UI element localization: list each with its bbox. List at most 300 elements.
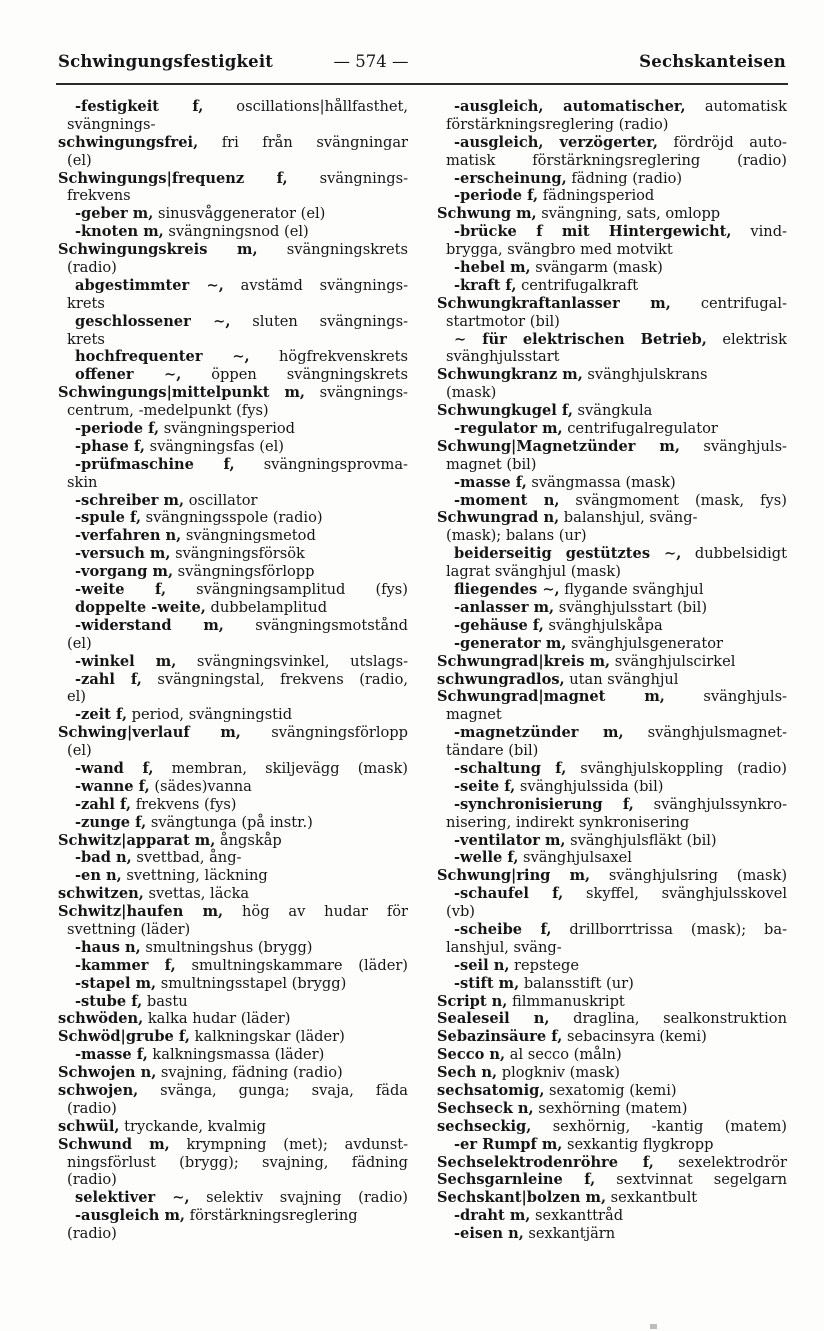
headword-text: -masse f, bbox=[454, 473, 527, 491]
translation-text: repstege bbox=[509, 956, 579, 974]
headword-text: Schwungkugel f, bbox=[437, 402, 573, 420]
dictionary-line bbox=[437, 545, 787, 563]
headword-text: schwül, bbox=[58, 1117, 120, 1135]
header-keyword-left: Schwingungsfestigkeit bbox=[58, 52, 274, 71]
translation-text: fördröjd auto- bbox=[657, 133, 787, 151]
translation-text: fri från svängningar bbox=[198, 133, 408, 151]
dictionary-line bbox=[58, 581, 408, 599]
translation-text: svängningsmetod bbox=[181, 527, 316, 545]
running-header bbox=[0, 0, 824, 76]
translation-text: sexatomig (kemi) bbox=[544, 1081, 677, 1099]
headword-text: -regulator m, bbox=[454, 420, 563, 438]
headword-text: -welle f, bbox=[454, 849, 519, 867]
headword-text: Schwungrad|kreis m, bbox=[437, 652, 611, 670]
translation-text: frekvens bbox=[67, 187, 131, 205]
translation-text: svängningsförlopp bbox=[240, 724, 408, 742]
translation-text: tryckande, kvalmig bbox=[119, 1117, 266, 1135]
dictionary-line bbox=[58, 1225, 408, 1243]
translation-text: krets bbox=[67, 330, 105, 348]
translation-text: ningsförlust (brygg); svajning, fädning bbox=[67, 1153, 408, 1171]
headword-text: -magnetzünder m, bbox=[454, 724, 624, 742]
dictionary-line bbox=[58, 205, 408, 223]
dictionary-line bbox=[58, 778, 408, 796]
headword-text: -moment n, bbox=[454, 491, 560, 509]
headword-text: Script n, bbox=[437, 992, 508, 1010]
dictionary-line bbox=[437, 241, 787, 259]
headword-text: selektiver ∼, bbox=[75, 1189, 190, 1207]
dictionary-line bbox=[437, 402, 787, 420]
dictionary-line bbox=[437, 116, 787, 134]
dictionary-line bbox=[437, 867, 787, 885]
dictionary-line bbox=[58, 98, 408, 116]
dictionary-line bbox=[437, 1064, 787, 1082]
headword-text: schwungradlos, bbox=[437, 670, 565, 688]
translation-text: ångskåp bbox=[215, 831, 282, 849]
dictionary-line bbox=[437, 152, 787, 170]
dictionary-line bbox=[58, 1171, 408, 1189]
headword-text: -widerstand m, bbox=[75, 616, 224, 634]
dictionary-line bbox=[437, 277, 787, 295]
dictionary-line bbox=[58, 563, 408, 581]
translation-text: svängningsspole (radio) bbox=[141, 509, 323, 527]
translation-text: sexkantjärn bbox=[523, 1225, 616, 1243]
translation-text: svänghjulsfläkt (bil) bbox=[565, 831, 717, 849]
dictionary-line bbox=[437, 98, 787, 116]
dictionary-line bbox=[58, 921, 408, 939]
translation-text: svängnings- bbox=[287, 169, 408, 187]
dictionary-line bbox=[437, 331, 787, 349]
headword-text: -masse f, bbox=[75, 1046, 148, 1064]
headword-text: -er Rumpf m, bbox=[454, 1135, 563, 1153]
headword-text: -zeit f, bbox=[75, 706, 128, 724]
headword-text: -kammer f, bbox=[75, 956, 176, 974]
headword-text: -versuch m, bbox=[75, 545, 171, 563]
dictionary-line bbox=[437, 1082, 787, 1100]
dictionary-line bbox=[58, 599, 408, 617]
left-column bbox=[58, 98, 408, 1243]
headword-text: -ausgleich, automatischer, bbox=[454, 98, 686, 115]
headword-text: -stift m, bbox=[454, 974, 520, 992]
translation-text: fädning (radio) bbox=[566, 169, 683, 187]
translation-text: lanshjul, sväng- bbox=[446, 938, 562, 956]
translation-text: sexkanttråd bbox=[530, 1207, 624, 1225]
translation-text: svettbad, ång- bbox=[131, 849, 242, 867]
dictionary-line bbox=[437, 1154, 787, 1172]
dictionary-line bbox=[437, 975, 787, 993]
translation-text: skin bbox=[67, 473, 98, 491]
dictionary-line bbox=[437, 688, 787, 706]
dictionary-line bbox=[58, 170, 408, 188]
translation-text: avstämd svängnings- bbox=[223, 276, 408, 294]
dictionary-line bbox=[437, 223, 787, 241]
dictionary-line bbox=[437, 438, 787, 456]
dictionary-line bbox=[58, 1154, 408, 1172]
dictionary-line bbox=[437, 313, 787, 331]
dictionary-line bbox=[437, 760, 787, 778]
translation-text: membran, skiljevägg (mask) bbox=[153, 759, 408, 777]
dictionary-line bbox=[437, 671, 787, 689]
headword-text: Schwung m, bbox=[437, 205, 537, 223]
translation-text: magnet (bil) bbox=[446, 455, 537, 473]
dictionary-line bbox=[58, 814, 408, 832]
dictionary-line bbox=[58, 187, 408, 205]
translation-text: period, svängningstid bbox=[127, 706, 293, 724]
translation-text: svängarm (mask) bbox=[530, 259, 663, 277]
dictionary-line bbox=[437, 1028, 787, 1046]
dictionary-line bbox=[58, 402, 408, 420]
translation-text: frekvens (fys) bbox=[131, 795, 237, 813]
translation-text: svänghjulscirkel bbox=[610, 652, 736, 670]
translation-text: svajning, fädning (radio) bbox=[156, 1064, 343, 1082]
headword-text: ∼ für elektrischen Betrieb, bbox=[454, 330, 707, 348]
translation-text: kalka hudar (läder) bbox=[143, 1010, 291, 1028]
dictionary-line bbox=[58, 849, 408, 867]
translation-text: svängning, sats, omlopp bbox=[536, 205, 721, 223]
dictionary-line bbox=[58, 1046, 408, 1064]
dictionary-line bbox=[437, 420, 787, 438]
translation-text: svettning, läckning bbox=[121, 867, 268, 885]
headword-text: -stapel m, bbox=[75, 974, 157, 992]
translation-text: svänghjulsstart (bil) bbox=[554, 598, 708, 616]
translation-text: svängmoment (mask, fys) bbox=[559, 491, 787, 509]
translation-text: öppen svängningskrets bbox=[181, 366, 408, 384]
dictionary-line bbox=[437, 635, 787, 653]
translation-text: svänghjulsaxel bbox=[518, 849, 632, 867]
translation-text: centrifugal- bbox=[670, 294, 787, 312]
translation-text: (mask); balans (ur) bbox=[446, 527, 587, 545]
translation-text: svängningsförlopp bbox=[173, 563, 315, 581]
dictionary-line bbox=[58, 223, 408, 241]
translation-text: svängningsamplitud (fys) bbox=[166, 581, 408, 599]
translation-text: centrifugalkraft bbox=[516, 276, 639, 294]
translation-text: svängningsfas (el) bbox=[144, 437, 284, 455]
translation-text: krets bbox=[67, 294, 105, 312]
translation-text: svänghjulssynkro- bbox=[633, 795, 787, 813]
headword-text: Sealeseil n, bbox=[437, 1010, 550, 1028]
translation-text: svängningsprovma- bbox=[234, 455, 408, 473]
dictionary-line bbox=[437, 832, 787, 850]
translation-text: svettas, läcka bbox=[143, 885, 250, 903]
dictionary-line bbox=[437, 885, 787, 903]
headword-text: -haus n, bbox=[75, 938, 141, 956]
dictionary-line bbox=[58, 903, 408, 921]
headword-text: doppelte -weite, bbox=[75, 598, 206, 616]
headword-text: -winkel m, bbox=[75, 652, 177, 670]
translation-text: el) bbox=[67, 688, 86, 706]
headword-text: -schreiber m, bbox=[75, 491, 185, 509]
translation-text: utan svänghjul bbox=[564, 670, 679, 688]
dictionary-line bbox=[437, 1118, 787, 1136]
dictionary-line bbox=[58, 653, 408, 671]
headword-text: schwojen, bbox=[58, 1081, 139, 1099]
translation-text: svängningsnod (el) bbox=[163, 223, 309, 241]
dictionary-line bbox=[58, 241, 408, 259]
dictionary-line bbox=[58, 975, 408, 993]
headword-text: Schwingungskreis m, bbox=[58, 241, 258, 259]
dictionary-line bbox=[58, 1207, 408, 1225]
dictionary-line bbox=[437, 903, 787, 921]
headword-text: -schaltung f, bbox=[454, 759, 567, 777]
dictionary-line bbox=[437, 742, 787, 760]
translation-text: (mask) bbox=[446, 384, 497, 402]
headword-text: Schwojen n, bbox=[58, 1064, 157, 1082]
dictionary-line bbox=[58, 885, 408, 903]
translation-text: centrifugalregulator bbox=[562, 420, 718, 438]
dictionary-line bbox=[58, 1136, 408, 1154]
translation-text: sextvinnat segelgarn bbox=[595, 1171, 787, 1189]
translation-text: sexkantbult bbox=[606, 1189, 698, 1207]
headword-text: -anlasser m, bbox=[454, 598, 555, 616]
dictionary-line bbox=[437, 170, 787, 188]
headword-text: Schwing|verlauf m, bbox=[58, 724, 241, 742]
headword-text: -periode f, bbox=[454, 187, 539, 205]
dictionary-line bbox=[437, 957, 787, 975]
dictionary-line bbox=[58, 134, 408, 152]
translation-text: balansstift (ur) bbox=[519, 974, 634, 992]
translation-text: brygga, svängbro med motvikt bbox=[446, 241, 673, 259]
translation-text: svänghjulsstart bbox=[446, 348, 560, 366]
headword-text: Schwöd|grube f, bbox=[58, 1028, 190, 1046]
header-page-number: — 574 — bbox=[333, 52, 409, 71]
dictionary-line bbox=[58, 688, 408, 706]
headword-text: Schwung|ring m, bbox=[437, 867, 591, 885]
translation-text: flygande svänghjul bbox=[559, 581, 704, 599]
translation-text: nisering, indirekt synkronisering bbox=[446, 813, 690, 831]
dictionary-line bbox=[437, 993, 787, 1011]
translation-text: sexkantig flygkropp bbox=[562, 1135, 714, 1153]
dictionary-line bbox=[437, 205, 787, 223]
dictionary-line bbox=[58, 116, 408, 134]
translation-text: svängningsförsök bbox=[170, 545, 305, 563]
headword-text: Sechskant|bolzen m, bbox=[437, 1189, 607, 1207]
dictionary-line bbox=[58, 152, 408, 170]
dictionary-line bbox=[437, 653, 787, 671]
headword-text: -knoten m, bbox=[75, 223, 164, 241]
translation-text: sebacinsyra (kemi) bbox=[562, 1028, 707, 1046]
dictionary-line bbox=[437, 724, 787, 742]
headword-text: Schwitz|haufen m, bbox=[58, 903, 224, 921]
translation-text: (radio) bbox=[67, 1171, 117, 1189]
headword-text: -seil n, bbox=[454, 956, 510, 974]
translation-text: fädningsperiod bbox=[538, 187, 655, 205]
translation-text: plogkniv (mask) bbox=[497, 1064, 620, 1082]
dictionary-line bbox=[58, 527, 408, 545]
dictionary-line bbox=[58, 760, 408, 778]
dictionary-line bbox=[58, 1028, 408, 1046]
headword-text: offener ∼, bbox=[75, 366, 182, 384]
headword-text: Secco n, bbox=[437, 1046, 506, 1064]
translation-text: kalkningsmassa (läder) bbox=[147, 1046, 325, 1064]
right-column bbox=[437, 98, 787, 1243]
dictionary-line bbox=[437, 921, 787, 939]
headword-text: Schwungkranz m, bbox=[437, 366, 583, 384]
dictionary-line bbox=[58, 957, 408, 975]
translation-text: dubbelsidigt bbox=[681, 545, 787, 563]
translation-text: smultningskammare (läder) bbox=[175, 956, 408, 974]
headword-text: Schwingungs|mittelpunkt m, bbox=[58, 384, 306, 402]
headword-text: Sechselektrodenröhre f, bbox=[437, 1153, 654, 1171]
dictionary-line bbox=[58, 1010, 408, 1028]
headword-text: -wanne f, bbox=[75, 777, 150, 795]
translation-text: svängkula bbox=[572, 402, 653, 420]
translation-text: oscillations|hållfasthet, bbox=[203, 98, 408, 115]
translation-text: magnet bbox=[446, 706, 502, 724]
headword-text: Schwungrad n, bbox=[437, 509, 560, 527]
headword-text: Sechseck n, bbox=[437, 1099, 534, 1117]
headword-text: Schwingungs|frequenz f, bbox=[58, 169, 288, 187]
translation-text: svängnings- bbox=[67, 115, 156, 133]
translation-text: (radio) bbox=[67, 259, 117, 277]
translation-text: automatisk bbox=[685, 98, 787, 115]
dictionary-line bbox=[437, 295, 787, 313]
dictionary-line bbox=[58, 492, 408, 510]
translation-text: balanshjul, sväng- bbox=[559, 509, 698, 527]
dictionary-columns bbox=[0, 98, 824, 1243]
dictionary-line bbox=[437, 581, 787, 599]
headword-text: schwöden, bbox=[58, 1010, 144, 1028]
dictionary-line bbox=[58, 259, 408, 277]
translation-text: (el) bbox=[67, 151, 92, 169]
dictionary-line bbox=[437, 617, 787, 635]
translation-text: svängningsmotstånd bbox=[223, 616, 408, 634]
dictionary-line bbox=[58, 366, 408, 384]
dictionary-line bbox=[58, 348, 408, 366]
translation-text: selektiv svajning (radio) bbox=[189, 1189, 408, 1207]
dictionary-line bbox=[437, 509, 787, 527]
translation-text: (sädes)vanna bbox=[149, 777, 252, 795]
headword-text: -weite f, bbox=[75, 581, 167, 599]
dictionary-line bbox=[437, 134, 787, 152]
headword-text: schwingungsfrei, bbox=[58, 133, 199, 151]
headword-text: Schwungkraftanlasser m, bbox=[437, 294, 671, 312]
translation-text: svänghjulssida (bil) bbox=[515, 777, 664, 795]
headword-text: -geber m, bbox=[75, 205, 154, 223]
headword-text: Schwund m, bbox=[58, 1135, 170, 1153]
headword-text: Schwitz|apparat m, bbox=[58, 831, 216, 849]
translation-text: (vb) bbox=[446, 903, 475, 921]
headword-text: -hebel m, bbox=[454, 259, 531, 277]
dictionary-line bbox=[58, 1100, 408, 1118]
scan-speck bbox=[650, 1324, 657, 1329]
headword-text: -schaufel f, bbox=[454, 885, 564, 903]
dictionary-line bbox=[437, 348, 787, 366]
headword-text: -brücke f mit Hintergewicht, bbox=[454, 223, 732, 241]
translation-text: svänghjulsgenerator bbox=[566, 634, 723, 652]
headword-text: sechsatomig, bbox=[437, 1081, 545, 1099]
headword-text: -scheibe f, bbox=[454, 920, 552, 938]
dictionary-line bbox=[437, 706, 787, 724]
dictionary-line bbox=[58, 295, 408, 313]
headword-text: abgestimmter ∼, bbox=[75, 276, 224, 294]
dictionary-line bbox=[437, 1207, 787, 1225]
translation-text: svänga, gunga; svaja, fäda bbox=[138, 1081, 408, 1099]
translation-text: sluten svängnings- bbox=[230, 312, 408, 330]
headword-text: Sechsgarnleine f, bbox=[437, 1171, 596, 1189]
dictionary-line bbox=[437, 1046, 787, 1064]
translation-text: svängningskrets bbox=[257, 241, 408, 259]
headword-text: -en n, bbox=[75, 867, 122, 885]
dictionary-line bbox=[437, 1010, 787, 1028]
headword-text: -ventilator m, bbox=[454, 831, 566, 849]
translation-text: smultningsstapel (brygg) bbox=[156, 974, 347, 992]
dictionary-line bbox=[437, 1171, 787, 1189]
translation-text: dubbelamplitud bbox=[205, 598, 328, 616]
headword-text: -stube f, bbox=[75, 992, 143, 1010]
dictionary-line bbox=[437, 939, 787, 957]
translation-text: draglina, sealkonstruktion bbox=[549, 1010, 787, 1028]
translation-text: sexelektrodrör bbox=[653, 1153, 787, 1171]
dictionary-line bbox=[437, 1225, 787, 1243]
translation-text: svängnings- bbox=[305, 384, 408, 402]
headword-text: -wand f, bbox=[75, 759, 154, 777]
translation-text: (el) bbox=[67, 742, 92, 760]
dictionary-line bbox=[58, 509, 408, 527]
dictionary-line bbox=[437, 187, 787, 205]
translation-text: filmmanuskript bbox=[507, 992, 625, 1010]
dictionary-line bbox=[437, 599, 787, 617]
dictionary-line bbox=[437, 474, 787, 492]
dictionary-line bbox=[58, 1118, 408, 1136]
headword-text: -vorgang m, bbox=[75, 563, 174, 581]
translation-text: kalkningskar (läder) bbox=[189, 1028, 345, 1046]
translation-text: svänghjulskåpa bbox=[543, 616, 663, 634]
translation-text: lagrat svänghjul (mask) bbox=[446, 563, 621, 581]
header-keyword-right: Sechskanteisen bbox=[639, 52, 786, 71]
translation-text: drillborrtrissa (mask); ba- bbox=[551, 920, 787, 938]
translation-text: bastu bbox=[142, 992, 188, 1010]
dictionary-line bbox=[437, 1189, 787, 1207]
headword-text: -gehäuse f, bbox=[454, 616, 544, 634]
headword-text: Schwungrad|magnet m, bbox=[437, 688, 665, 706]
dictionary-line bbox=[437, 1100, 787, 1118]
dictionary-line bbox=[58, 420, 408, 438]
dictionary-line bbox=[437, 492, 787, 510]
dictionary-line bbox=[437, 796, 787, 814]
translation-text: (radio) bbox=[67, 1099, 117, 1117]
translation-text: sexhörning (matem) bbox=[533, 1099, 688, 1117]
dictionary-line bbox=[58, 1082, 408, 1100]
translation-text: svänghjulsmagnet- bbox=[623, 724, 787, 742]
headword-text: -spule f, bbox=[75, 509, 142, 527]
dictionary-line bbox=[58, 438, 408, 456]
dictionary-line bbox=[437, 563, 787, 581]
translation-text: (el) bbox=[67, 634, 92, 652]
translation-text: tändare (bil) bbox=[446, 742, 539, 760]
dictionary-line bbox=[437, 366, 787, 384]
headword-text: -festigkeit f, bbox=[75, 98, 204, 115]
dictionary-line bbox=[437, 527, 787, 545]
translation-text: svängtunga (på instr.) bbox=[146, 813, 313, 831]
headword-text: Schwung|Magnetzünder m, bbox=[437, 437, 680, 455]
headword-text: -synchronisierung f, bbox=[454, 795, 634, 813]
headword-text: schwitzen, bbox=[58, 885, 144, 903]
translation-text: svängningsvinkel, utslags- bbox=[176, 652, 408, 670]
translation-text: vind- bbox=[731, 223, 787, 241]
dictionary-line bbox=[58, 742, 408, 760]
dictionary-line bbox=[58, 832, 408, 850]
dictionary-line bbox=[58, 867, 408, 885]
dictionary-line bbox=[58, 456, 408, 474]
translation-text: al secco (måln) bbox=[505, 1046, 622, 1064]
translation-text: svängningstal, frekvens (radio, bbox=[141, 670, 408, 688]
translation-text: (radio) bbox=[67, 1225, 117, 1243]
headword-text: -zunge f, bbox=[75, 813, 147, 831]
dictionary-line bbox=[437, 814, 787, 832]
headword-text: Sebazinsäure f, bbox=[437, 1028, 563, 1046]
dictionary-line bbox=[437, 384, 787, 402]
headword-text: -prüfmaschine f, bbox=[75, 455, 235, 473]
dictionary-line bbox=[58, 796, 408, 814]
